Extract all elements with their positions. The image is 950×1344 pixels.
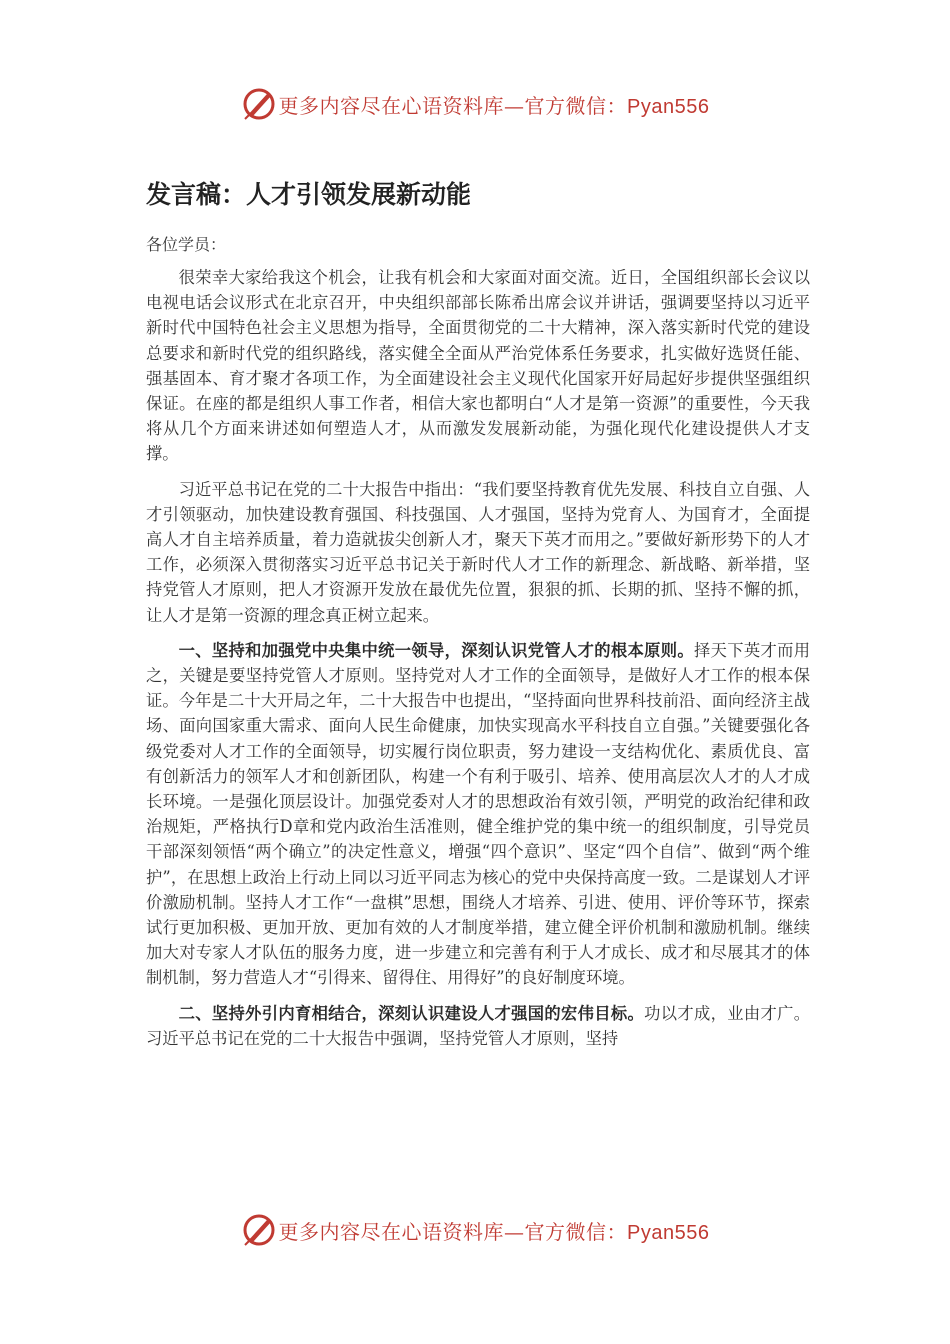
- banner-wechat-id: Pyan556: [627, 95, 710, 118]
- paragraph-heading: 一、坚持和加强党中央集中统一领导，深刻认识党管人才的根本原则。: [178, 640, 694, 660]
- quill-logo-icon: [241, 86, 277, 122]
- paragraph: [146, 1001, 810, 1051]
- paragraph-heading: 二、坚持外引内育相结合，深刻认识建设人才强国的宏伟目标。: [178, 1003, 645, 1023]
- document-body: [146, 178, 810, 1061]
- paragraph: [146, 265, 810, 467]
- document-title: 发言稿：人才引领发展新动能: [146, 180, 472, 209]
- quill-logo-icon: [241, 1212, 277, 1248]
- paragraph-text: 很荣幸大家给我这个机会，让我有机会和大家面对面交流。近日，全国组织部长会议以电视电话会议形式在北京召开，中央组织部部长陈希出席会议并讲话，强调要坚持以习近平新时代中国特色社会主义思想为指导，全面贯彻党的二十大精神，深入落实新时代党的建设总要求和新时代党的组织路线，落实健全全面从严治党体系任务要求，扎实做好选贤任能、强基固本、育才聚才各项工作，为全面建设社会主义现代化国家开好局起好步提供坚强组织保证。在座的都是组织人事工作者，相信大家也都明白“人才是第一资源”的重要性，今天我将从几个方面来讲述如何塑造人才，从而激发发展新动能，为强化现代化建设提供人才支撑。: [146, 268, 810, 464]
- salutation: 各位学员：: [146, 235, 227, 254]
- footer-banner: [0, 1208, 950, 1252]
- banner-text: 更多内容尽在心语资料库—官方微信：Pyan556: [278, 1219, 710, 1244]
- paragraph-text: 功以才成，业由才广。习近平总书记在党的二十大报告中强调，坚持党管人才原则，坚持: [146, 1003, 810, 1048]
- banner-wechat-id: Pyan556: [627, 1221, 710, 1244]
- paragraph-text: 习近平总书记在党的二十大报告中指出：“我们要坚持教育优先发展、科技自立自强、人才引领驱动，加快建设教育强国、科技强国、人才强国，坚持为党育人、为国育才，全面提高人才自主培养质量，着力造就拔尖创新人才，聚天下英才而用之。”要做好新形势下的人才工作，必须深入贯彻落实习近平总书记关于新时代人才工作的新理念、新战略、新举措，坚持党管人才原则，把人才资源开发放在最优先位置，狠狠的抓、长期的抓、坚持不懈的抓，让人才是第一资源的理念真正树立起来。: [146, 479, 810, 625]
- header-banner: [0, 82, 950, 126]
- paragraph: [146, 638, 810, 991]
- paragraph-text: 择天下英才而用之，关键是要坚持党管人才原则。坚持党对人才工作的全面领导，是做好人才工作的根本保证。今年是二十大开局之年，二十大报告中也提出，“坚持面向世界科技前沿、面向经济主战场、面向国家重大需求、面向人民生命健康，加快实现高水平科技自立自强。”关键要强化各级党委对人才工作的全面领导，切实履行岗位职责，努力建设一支结构优化、素质优良、富有创新活力的领军人才和创新团队，构建一个有利于吸引、培养、使用高层次人才的人才成长环境。一是强化顶层设计。加强党委对人才的思想政治有效引领，严明党的政治纪律和政治规矩，严格执行D章和党内政治生活准则，健全维护党的集中统一的组织制度，引导党员干部深刻领悟“两个确立”的决定性意义，增强“四个意识”、坚定“四个自信”、做到“两个维护”，在思想上政治上行动上同以习近平同志为核心的党中央保持高度一致。二是谋划人才评价激励机制。坚持人才工作“一盘棋”思想，围绕人才培养、引进、使用、评价等环节，探索试行更加积极、更加开放、更加有效的人才制度举措，建立健全评价机制和激励机制。继续加大对专家人才队伍的服务力度，进一步建立和完善有利于人才成长、成才和尽展其才的体制机制，努力营造人才“引得来、留得住、用得好”的良好制度环境。: [146, 640, 810, 988]
- banner-text: 更多内容尽在心语资料库—官方微信：Pyan556: [278, 93, 710, 118]
- paragraph: [146, 477, 810, 628]
